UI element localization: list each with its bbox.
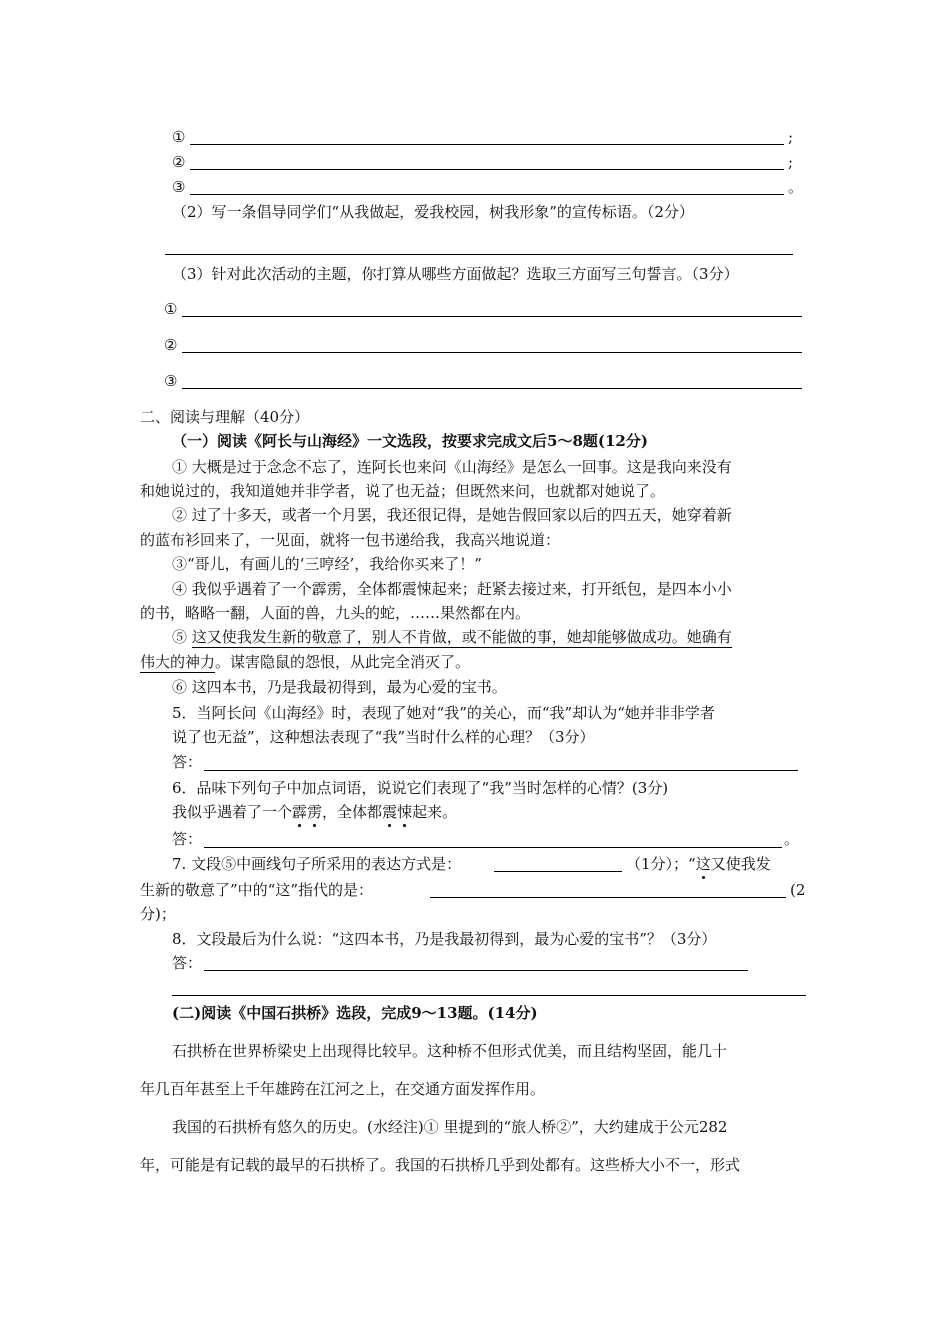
q7-text: （1分）；“ xyxy=(626,855,696,873)
paragraph-3: ③“哥儿，有画儿的‘三哼经’，我给你买来了！” xyxy=(172,555,482,573)
q7-text: 又使我发 xyxy=(710,855,771,873)
question-7-score: (2 xyxy=(790,881,806,899)
question-3: （3）针对此次活动的主题，你打算从哪些方面做起？选取三方面写三句誓言。（3分） xyxy=(172,265,739,283)
question-7-line-2: 生新的敬意了”中的“这”指代的是： xyxy=(140,881,374,899)
section-heading: 二、阅读与理解（40分） xyxy=(140,408,310,426)
paragraph-2-line-2: 的蓝布衫回来了，一见面，就将一包书递给我，我高兴地说道： xyxy=(140,531,561,549)
question-7-line-3: 分)； xyxy=(140,905,176,923)
part2-paragraph-1-line-1: 石拱桥在世界桥梁史上出现得比较早。这种桥不但形式优美，而且结构坚固，能几十 xyxy=(172,1042,728,1060)
underlined-sentence-end: 伟大的神力 xyxy=(140,653,216,671)
answer-line[interactable] xyxy=(182,352,802,353)
vow-label-1: ① xyxy=(164,300,178,318)
part1-title: （一）阅读《阿长与山海经》一文选段，按要求完成文后5～8题(12分) xyxy=(172,432,648,450)
answer-line[interactable] xyxy=(204,770,798,771)
paragraph-5-line-2 xyxy=(140,652,470,672)
question-6: 6．品味下列句子中加点词语，说说它们表现了“我”当时怎样的心情？(3分) xyxy=(172,779,669,797)
paragraph-1-line-1: ① 大概是过于念念不忘了，连阿长也来问《山海经》是怎么一回事。这是我向来没有 xyxy=(172,458,732,476)
dotted-char: 震 xyxy=(382,803,398,821)
part2-title: (二)阅读《中国石拱桥》选段，完成9～13题。(14分) xyxy=(172,1004,538,1022)
part2-paragraph-2-line-1: 我国的石拱桥有悠久的历史。(水经注)① 里提到的“旅人桥②”，大约建成于公元282 xyxy=(172,1118,728,1136)
answer-line[interactable] xyxy=(172,995,806,996)
answer-line[interactable] xyxy=(182,388,802,389)
answer-line[interactable] xyxy=(165,254,793,255)
blank-label-3: ③ xyxy=(172,178,186,196)
dotted-char: 霹 xyxy=(292,803,308,821)
blank-end-2: ; xyxy=(788,153,794,171)
paragraph-5-line-1 xyxy=(172,627,732,647)
paragraph-4-line-1: ④ 我似乎遇着了一个霹雳，全体都震悚起来；赶紧去接过来，打开纸包，是四本小小 xyxy=(172,580,732,598)
answer-label: 答： xyxy=(172,830,203,848)
blank-end-3: 。 xyxy=(788,178,804,196)
sentence-text: ，全体都 xyxy=(322,803,383,821)
answer-line[interactable] xyxy=(204,847,782,848)
answer-line[interactable] xyxy=(190,169,784,170)
question-7-text-a: 7. 文段⑤中画线句子所采用的表达方式是： xyxy=(172,855,462,873)
question-6-sentence xyxy=(172,802,457,822)
dotted-char: 雳 xyxy=(307,803,323,821)
part2-paragraph-2-line-2: 年，可能是有记载的最早的石拱桥了。我国的石拱桥几乎到处都有。这些桥大小不一，形式 xyxy=(140,1156,741,1174)
underlined-sentence: 这又使我发生新的敬意了，别人不肯做，或不能做的事，她却能够做成功。她确有 xyxy=(191,628,732,646)
answer-line[interactable] xyxy=(204,970,748,971)
answer-line[interactable] xyxy=(430,897,786,898)
question-5-line-1: 5．当阿长问《山海经》时，表现了她对“我”的关心，而“我”却认为“她并非非学者 xyxy=(172,704,715,722)
paragraph-6: ⑥ 这四本书，乃是我最初得到，最为心爱的宝书。 xyxy=(172,678,507,696)
blank-label-2: ② xyxy=(172,153,186,171)
blank-label-1: ① xyxy=(172,128,186,146)
vow-label-3: ③ xyxy=(164,372,178,390)
sentence-text: 起来。 xyxy=(412,803,458,821)
question-8: 8．文段最后为什么说：“这四本书，乃是我最初得到，最为心爱的宝书”？（3分） xyxy=(172,930,717,948)
part2-paragraph-1-line-2: 年几百年甚至上千年雄跨在江河之上，在交通方面发挥作用。 xyxy=(140,1080,546,1098)
dotted-char: 这 xyxy=(695,855,711,873)
answer-label: 答： xyxy=(172,954,203,972)
answer-line[interactable] xyxy=(190,194,784,195)
answer-line[interactable] xyxy=(182,316,802,317)
question-5-line-2: 说了也无益”，这种想法表现了“我”当时什么样的心理？（3分） xyxy=(172,728,595,746)
paragraph-2-line-1: ② 过了十多天，或者一个月罢，我还很记得，是她告假回家以后的四五天，她穿着新 xyxy=(172,506,732,524)
dotted-char: 悚 xyxy=(397,803,413,821)
vow-label-2: ② xyxy=(164,336,178,354)
answer-end: 。 xyxy=(784,830,800,848)
answer-line[interactable] xyxy=(494,871,622,872)
question-7-text-b xyxy=(626,854,771,874)
paragraph-5-rest: 。谋害隐鼠的怨恨，从此完全消灭了。 xyxy=(215,653,471,671)
blank-end-1: ; xyxy=(788,128,794,146)
paragraph-1-line-2: 和她说过的，我知道她并非学者，说了也无益；但既然来问，也就都对她说了。 xyxy=(140,482,666,500)
paragraph-5-number: ⑤ xyxy=(172,628,188,646)
question-2: （2）写一条倡导同学们“从我做起，爱我校园，树我形象”的宣传标语。（2分） xyxy=(172,203,694,221)
answer-line[interactable] xyxy=(190,144,784,145)
answer-label: 答： xyxy=(172,753,203,771)
paragraph-4-line-2: 的书，略略一翻，人面的兽，九头的蛇，……果然都在内。 xyxy=(140,604,531,622)
sentence-text: 我似乎遇着了一个 xyxy=(172,803,293,821)
